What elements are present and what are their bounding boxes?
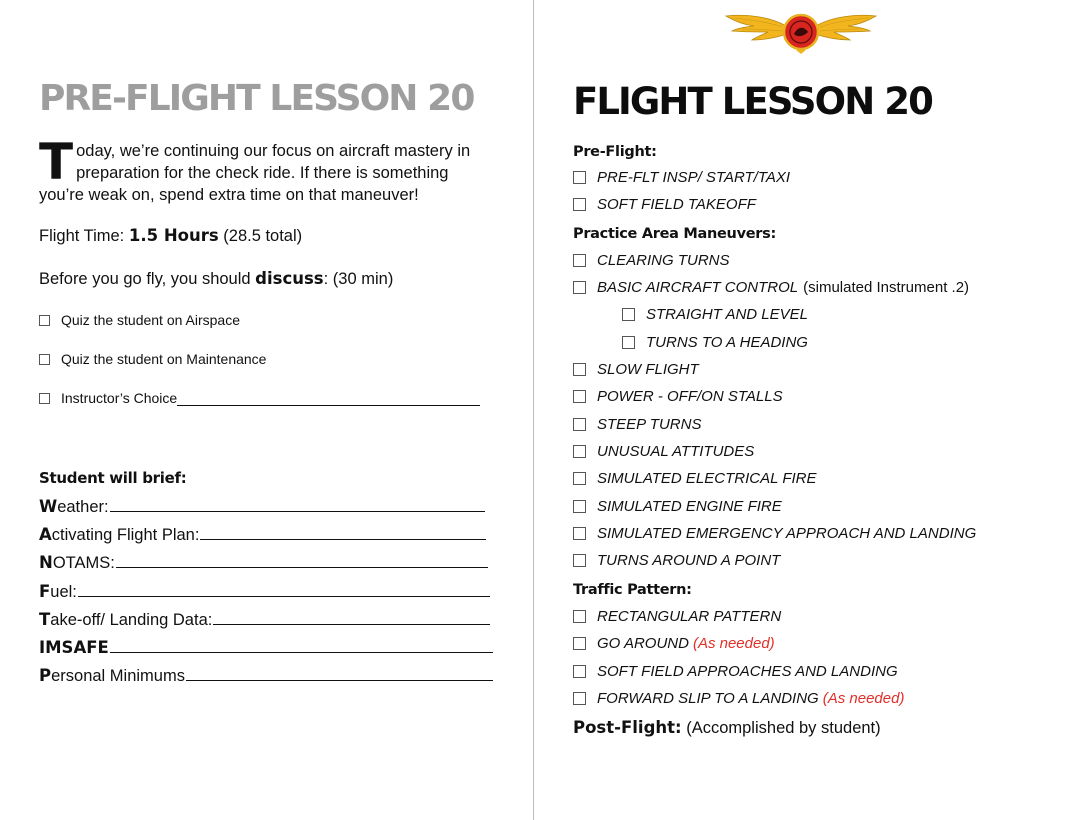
flight-lesson-title: FLIGHT LESSON 20 <box>573 80 932 123</box>
page-divider <box>533 0 534 820</box>
checklist-item <box>573 196 756 213</box>
checklist-item <box>573 552 780 569</box>
checkbox[interactable] <box>573 363 586 376</box>
fill-in-line[interactable] <box>110 499 485 512</box>
checklist-label: BASIC AIRCRAFT CONTROL <box>597 279 799 296</box>
as-needed-note: (As needed) <box>692 635 775 652</box>
fill-in-line[interactable] <box>177 391 480 406</box>
checkbox[interactable] <box>39 315 50 326</box>
checklist-label: GO AROUND <box>597 635 689 652</box>
checklist-label: SIMULATED ENGINE FIRE <box>597 498 782 515</box>
checkbox[interactable] <box>573 390 586 403</box>
checklist-subitem <box>622 334 808 351</box>
checklist-label: SIMULATED ELECTRICAL FIRE <box>597 470 817 487</box>
checkbox[interactable] <box>573 637 586 650</box>
checkbox[interactable] <box>573 610 586 623</box>
checklist-item <box>573 252 730 269</box>
brief-label: eather: <box>57 498 109 516</box>
fill-in-line[interactable] <box>78 584 490 597</box>
brief-label: ersonal Minimums <box>51 667 185 685</box>
checklist-item <box>573 690 904 707</box>
discuss-line <box>39 269 393 289</box>
brief-initial: W <box>39 497 58 516</box>
checklist-subitem <box>622 306 808 323</box>
checklist-label: TURNS AROUND A POINT <box>597 552 781 569</box>
checkbox[interactable] <box>573 472 586 485</box>
brief-initial: F <box>39 582 51 601</box>
post-flight-note: (Accomplished by student) <box>681 719 881 737</box>
discuss-suffix: : (30 min) <box>323 270 394 288</box>
brief-row <box>39 582 490 602</box>
checklist-label: SIMULATED EMERGENCY APPROACH AND LANDING <box>597 525 977 542</box>
brief-row <box>39 610 490 630</box>
brief-row <box>39 497 485 517</box>
checklist-item <box>573 416 701 433</box>
checklist-item <box>573 525 976 542</box>
fill-in-line[interactable] <box>116 555 488 568</box>
checkbox[interactable] <box>573 198 586 211</box>
checklist-item <box>573 498 782 515</box>
discussion-item-label: Quiz the student on Airspace <box>61 312 240 328</box>
wings-emblem-icon <box>724 10 878 55</box>
brief-initial: P <box>39 666 52 685</box>
checklist-label: FORWARD SLIP TO A LANDING <box>597 690 819 707</box>
checkbox[interactable] <box>573 254 586 267</box>
brief-heading: Student will brief: <box>39 469 187 487</box>
intro-paragraph <box>39 133 489 206</box>
fill-in-line[interactable] <box>213 612 490 625</box>
discussion-item <box>39 312 240 328</box>
flight-time-value: 1.5 Hours <box>128 226 219 245</box>
brief-row <box>39 638 493 657</box>
brief-row <box>39 553 488 573</box>
checklist-label: SOFT FIELD TAKEOFF <box>597 196 756 213</box>
checkbox[interactable] <box>573 665 586 678</box>
checklist-label: CLEARING TURNS <box>597 252 730 269</box>
section-heading-preflight: Pre-Flight: <box>573 144 657 160</box>
checkbox[interactable] <box>39 393 50 404</box>
brief-row <box>39 666 493 686</box>
checkbox[interactable] <box>622 336 635 349</box>
discussion-item <box>39 351 266 367</box>
brief-label: ctivating Flight Plan: <box>51 526 200 544</box>
checklist-note: (simulated Instrument .2) <box>803 279 970 296</box>
discuss-keyword: discuss <box>255 269 324 288</box>
brief-row <box>39 525 486 545</box>
checklist-item <box>573 279 969 296</box>
flight-time-note: (28.5 total) <box>218 227 303 245</box>
fill-in-line[interactable] <box>186 668 493 681</box>
brief-label: uel: <box>50 583 77 601</box>
checkbox[interactable] <box>573 500 586 513</box>
section-heading-pattern: Traffic Pattern: <box>573 582 692 598</box>
brief-initial: IMSAFE <box>39 638 109 657</box>
checklist-label: PRE-FLT INSP/ START/TAXI <box>597 169 791 186</box>
checkbox[interactable] <box>573 281 586 294</box>
checklist-item <box>573 361 699 378</box>
brief-initial: A <box>39 525 52 544</box>
checkbox[interactable] <box>573 445 586 458</box>
brief-initial: N <box>39 553 53 572</box>
intro-text: oday, we’re continuing our focus on aircraft mastery in preparation for the check ride. If there is something you’re weak on, spend extra time on that maneuver! <box>39 142 471 204</box>
as-needed-note: (As needed) <box>822 690 905 707</box>
discussion-item-label: Quiz the student on Maintenance <box>61 351 267 367</box>
section-heading-practice: Practice Area Maneuvers: <box>573 226 776 242</box>
checklist-label: SOFT FIELD APPROACHES AND LANDING <box>597 663 898 680</box>
discussion-item <box>39 390 480 406</box>
checklist-label: STRAIGHT AND LEVEL <box>646 306 808 323</box>
checkbox[interactable] <box>39 354 50 365</box>
checkbox[interactable] <box>573 527 586 540</box>
fill-in-line[interactable] <box>110 640 493 653</box>
checklist-item <box>573 663 898 680</box>
checklist-item <box>573 388 783 405</box>
checkbox[interactable] <box>573 554 586 567</box>
brief-label: ake-off/ Landing Data: <box>50 611 213 629</box>
checklist-item <box>573 635 775 652</box>
checklist-label: UNUSUAL ATTITUDES <box>597 443 755 460</box>
checklist-label: STEEP TURNS <box>597 416 702 433</box>
post-flight-line <box>573 718 881 738</box>
pre-flight-title: PRE-FLIGHT LESSON 20 <box>39 78 474 119</box>
checklist-label: RECTANGULAR PATTERN <box>597 608 782 625</box>
checklist-item <box>573 470 817 487</box>
discussion-item-label: Instructor’s Choice <box>61 390 178 406</box>
checklist-label: SLOW FLIGHT <box>597 361 699 378</box>
intro-dropcap: T <box>39 133 74 191</box>
checklist-label: POWER - OFF/ON STALLS <box>597 388 783 405</box>
discuss-prefix: Before you go fly, you should <box>39 270 256 288</box>
checkbox[interactable] <box>622 308 635 321</box>
fill-in-line[interactable] <box>200 527 486 540</box>
checklist-item <box>573 443 754 460</box>
checkbox[interactable] <box>573 418 586 431</box>
checkbox[interactable] <box>573 171 586 184</box>
checklist-item <box>573 608 781 625</box>
checkbox[interactable] <box>573 692 586 705</box>
checklist-item <box>573 169 790 186</box>
brief-initial: T <box>39 610 51 629</box>
flight-time-label: Flight Time: <box>39 227 129 245</box>
flight-time <box>39 226 302 246</box>
brief-label: OTAMS: <box>52 554 115 572</box>
checklist-label: TURNS TO A HEADING <box>646 334 808 351</box>
post-flight-heading: Post-Flight: <box>573 718 682 737</box>
